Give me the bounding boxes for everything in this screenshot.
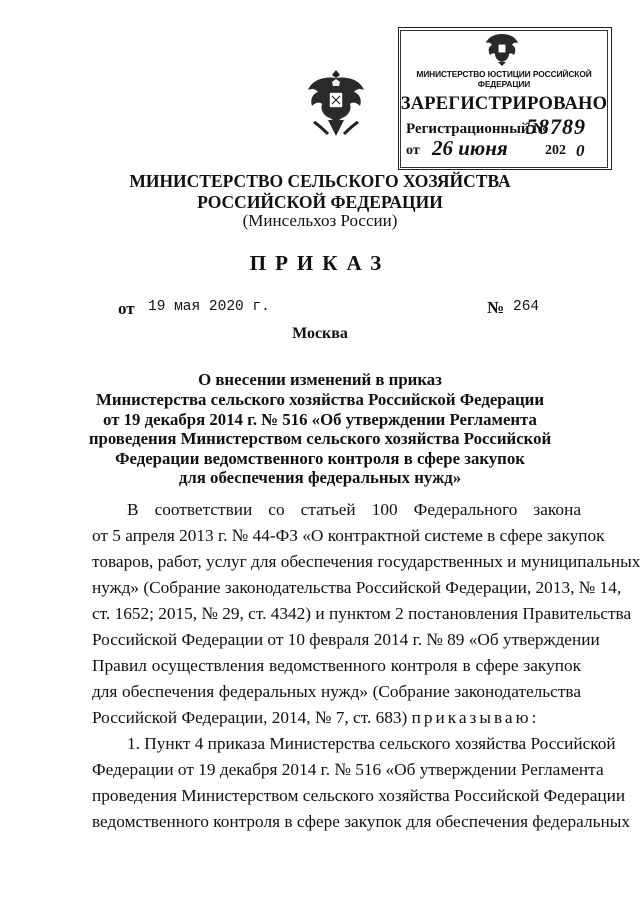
order-title-line: проведения Министерством сельского хозяйства Российской	[88, 429, 552, 448]
ministry-name-line1: МИНИСТЕРСТВО СЕЛЬСКОГО ХОЗЯЙСТВА	[129, 171, 511, 191]
stamp-year-handwritten: 0	[576, 141, 585, 160]
body-text-line: ст. 1652; 2015, № 29, ст. 4342) и пунктом 2 постановления Правительства	[92, 604, 632, 623]
order-title-line: для обеспечения федеральных нужд»	[178, 468, 462, 487]
body-text-fragment: Российской Федерации, 2014, № 7, ст. 683)	[92, 708, 408, 727]
order-title-line: О внесении изменений в приказ	[198, 370, 442, 389]
body-text-line: нужд» (Собрание законодательства Российской Федерации, 2013, № 14,	[92, 578, 622, 597]
body-text-line: 1. Пункт 4 приказа Министерства сельского хозяйства Российской	[127, 734, 616, 753]
order-title-line: от 19 декабря 2014 г. № 516 «Об утверждении Регламента	[103, 410, 537, 429]
body-text-line: от 5 апреля 2013 г. № 44-ФЗ «О контрактной системе в сфере закупок	[92, 526, 605, 545]
stamp-reg-number-label: Регистрационный №	[406, 121, 549, 137]
stamp-date-handwritten: 26 июня	[432, 136, 508, 160]
order-date-prefix: от	[118, 299, 135, 318]
order-number-prefix: №	[487, 298, 505, 317]
order-city: Москва	[292, 325, 348, 342]
body-text-line: ведомственного контроля в сфере закупок для обеспечения федеральных	[92, 812, 630, 831]
body-text-line: В соответствии со статьей 100 Федерального закона	[127, 500, 581, 519]
order-title-line: Министерства сельского хозяйства Российской Федерации	[95, 390, 544, 409]
stamp-coat-of-arms-icon	[482, 31, 522, 67]
stamp-year-printed: 202	[545, 143, 566, 158]
order-number: 264	[513, 299, 540, 315]
body-text-line: Правил осуществления ведомственного контроля в сфере закупок	[92, 656, 581, 675]
ministry-name-line2: РОССИЙСКОЙ ФЕДЕРАЦИИ	[197, 192, 443, 212]
body-text-line	[92, 705, 539, 731]
body-text-line: для обеспечения федеральных нужд» (Собрание законодательства	[92, 682, 581, 701]
body-text-line: Федерации от 19 декабря 2014 г. № 516 «Об утверждении Регламента	[92, 760, 604, 779]
coat-of-arms-emblem	[302, 64, 370, 140]
stamp-date-prefix: от	[406, 143, 420, 158]
stamp-reg-number-value: 58789	[526, 114, 586, 139]
stamp-ministry-name: МИНИСТЕРСТВО ЮСТИЦИИ РОССИЙСКОЙ ФЕДЕРАЦИИ	[416, 69, 592, 89]
body-text-line: проведения Министерством сельского хозяйства Российской Федерации	[92, 786, 626, 805]
body-text-line: товаров, работ, услуг для обеспечения государственных и муниципальных	[92, 552, 640, 571]
body-text-spaced-word: приказываю:	[411, 708, 540, 727]
order-date: 19 мая 2020 г.	[148, 299, 270, 315]
stamp-registered-label: ЗАРЕГИСТРИРОВАНО	[400, 94, 608, 114]
body-text-line: Российской Федерации от 10 февраля 2014 г. № 89 «Об утверждении	[92, 630, 600, 649]
order-title-line: Федерации ведомственного контроля в сфере закупок	[115, 449, 525, 468]
ministry-short-name: (Минсельхоз России)	[242, 211, 398, 230]
document-type-heading: ПРИКАЗ	[249, 251, 391, 275]
